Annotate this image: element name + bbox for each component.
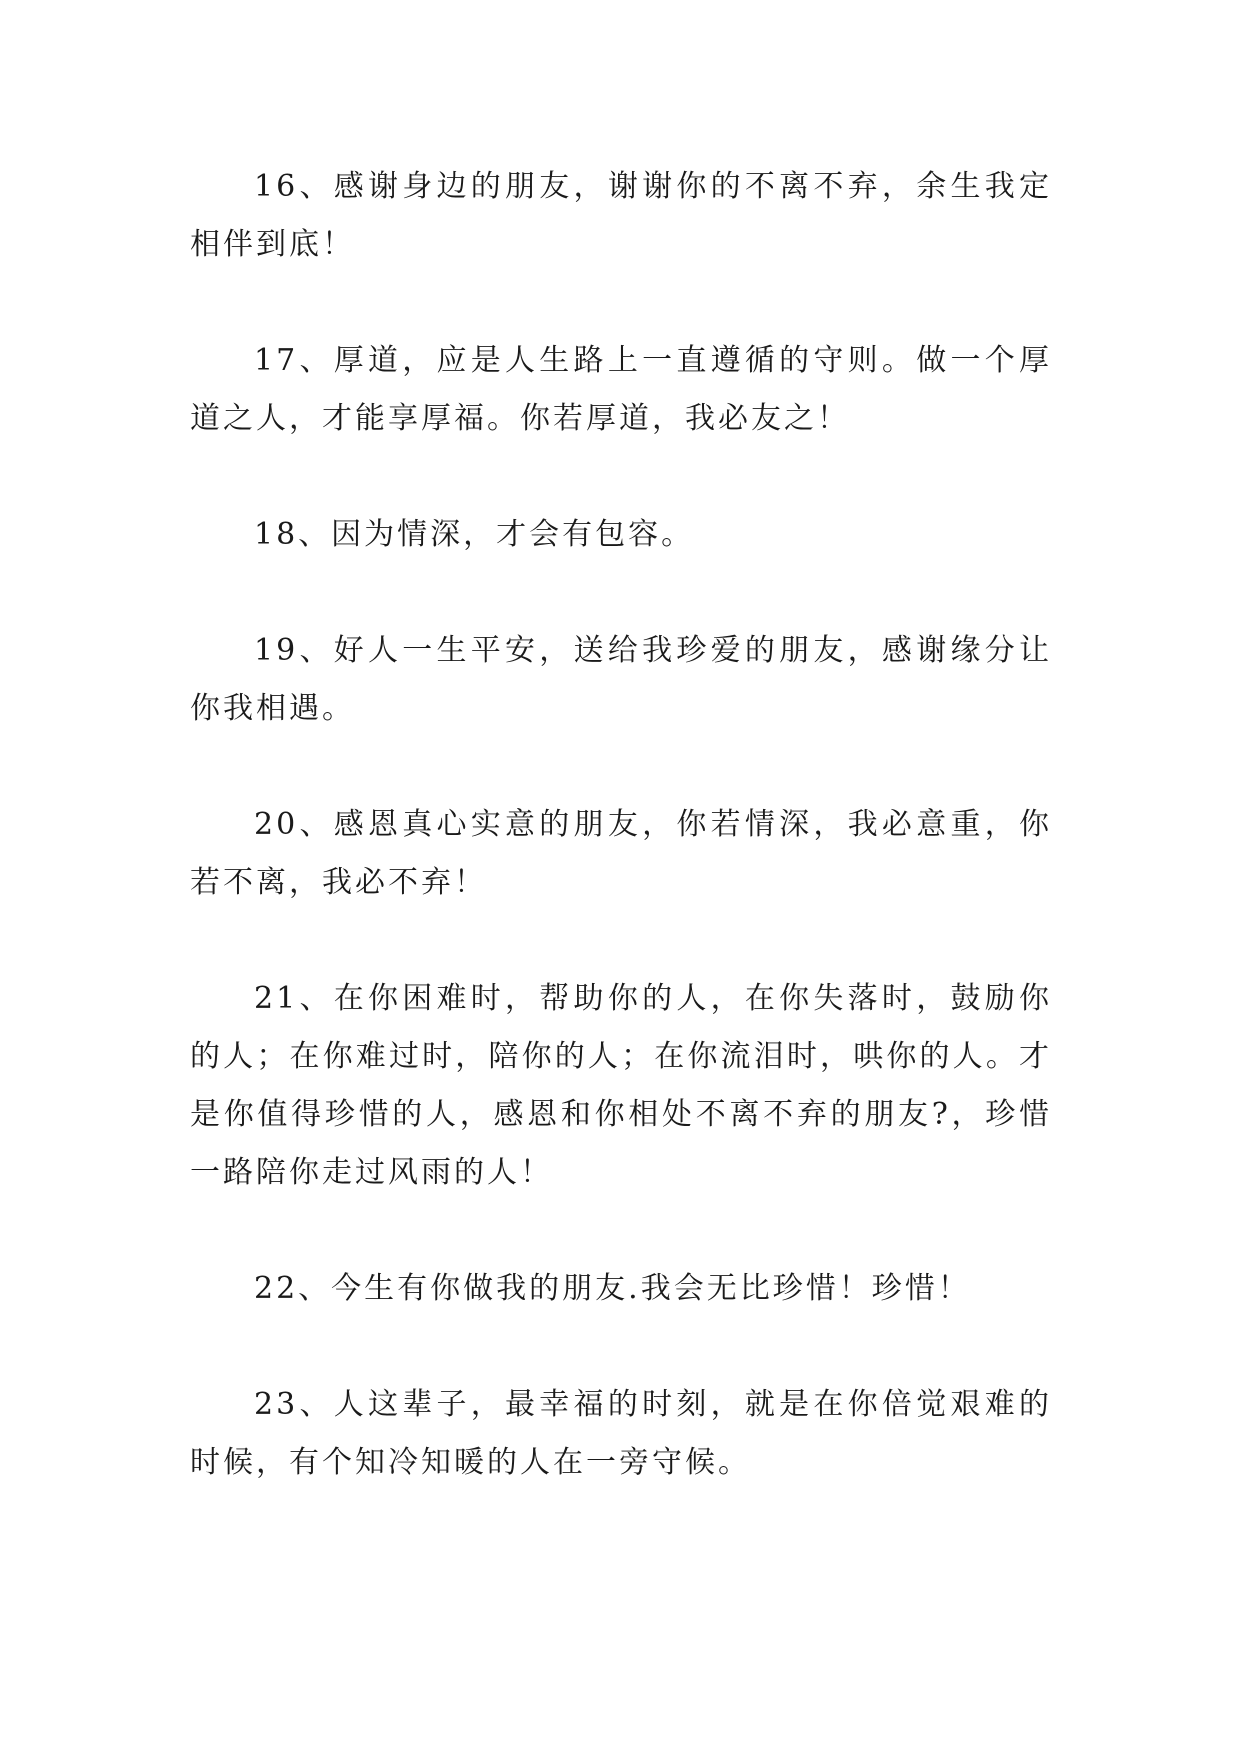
paragraph-18: 18、因为情深，才会有包容。 xyxy=(254,517,695,552)
paragraph-17: 17、厚道，应是人生路上一直遵循的守则。做一个厚道之人，才能享厚福。你若厚道，我必友之！ xyxy=(190,343,1052,436)
paragraph-20: 20、感恩真心实意的朋友，你若情深，我必意重，你若不离，我必不弃！ xyxy=(190,807,1052,900)
paragraph-22: 22、今生有你做我的朋友.我会无比珍惜！珍惜！ xyxy=(254,1271,971,1306)
paragraph-16: 16、感谢身边的朋友，谢谢你的不离不弃，余生我定相伴到底！ xyxy=(190,169,1052,262)
document-body xyxy=(190,158,1052,1550)
paragraph-21: 21、在你困难时，帮助你的人，在你失落时，鼓励你的人；在你难过时，陪你的人；在你流泪时，哄你的人。才是你值得珍惜的人，感恩和你相处不离不弃的朋友?，珍惜一路陪你走过风雨的人！ xyxy=(190,981,1052,1190)
paragraph-23: 23、人这辈子，最幸福的时刻，就是在你倍觉艰难的时候，有个知冷知暖的人在一旁守候。 xyxy=(190,1387,1052,1480)
paragraph-19: 19、好人一生平安，送给我珍爱的朋友，感谢缘分让你我相遇。 xyxy=(190,633,1052,726)
